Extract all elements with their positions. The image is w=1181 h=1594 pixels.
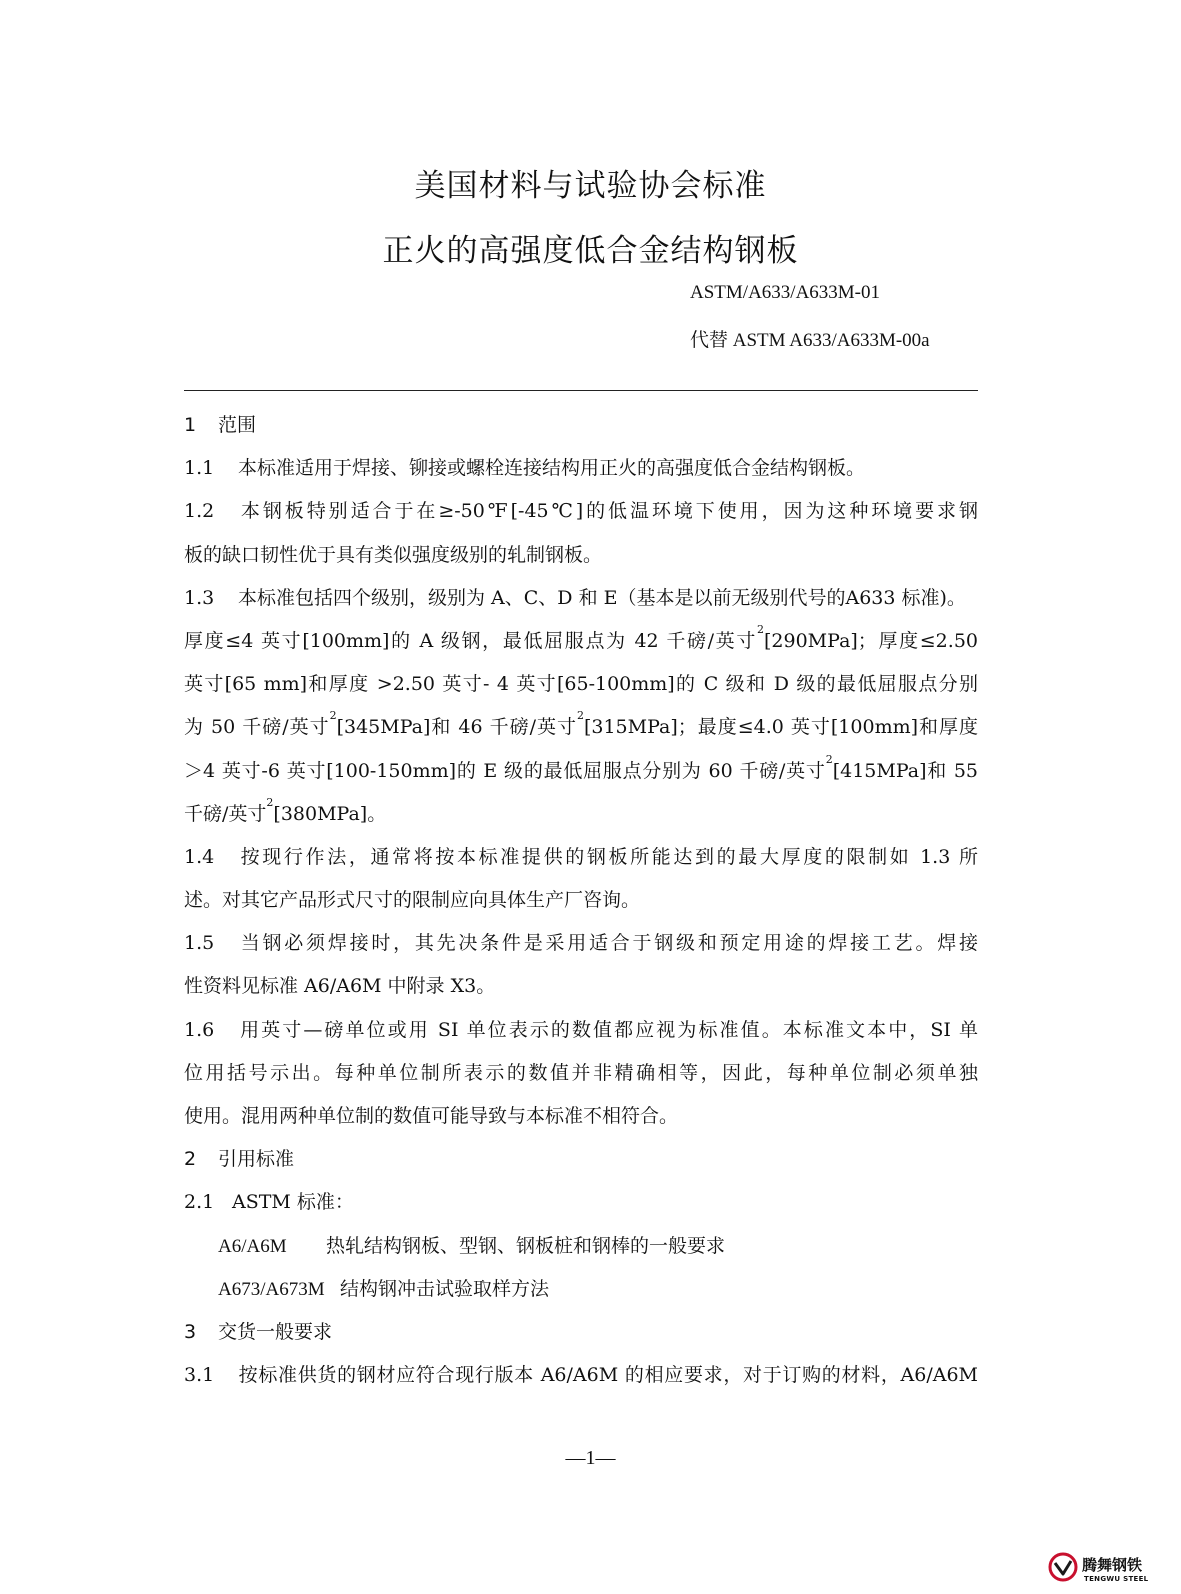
clause-1-2-line-2: 板的缺口韧性优于具有类似强度级别的轧制钢板。 [184,543,603,566]
clause-2-1: 2.1 ASTM 标准： [184,1191,354,1214]
clause-1-3-line-4: 为 50 千磅/英寸$^2$[345MPa]和 46 千磅/英寸$^2$[315MPa]；最度≤4.0 英寸[100mm]和厚度 [184,709,978,739]
clause-1-3-line-5: ＞4 英寸-6 英寸[100-150mm]的 E 级的最低屈服点分别为 60 千磅/英寸$^2$[415MPa]和 55 [184,752,978,782]
clause-1-6-line-2: 位用括号示出。每种单位制所表示的数值并非精确相等，因此，每种单位制必须单独 [184,1061,978,1084]
clause-1-3-line-3: 英寸[65 mm]和厚度 >2.50 英寸- 4 英寸[65-100mm]的 C 级和 D 级的最低屈服点分别 [184,673,978,696]
clause-3-1: 3.1 按标准供货的钢材应符合现行版本 A6/A6M 的相应要求，对于订购的材料，A6/A6M [184,1364,978,1387]
clause-1-4-line-2: 述。对其它产品形式尺寸的限制应向具体生产厂咨询。 [184,889,641,912]
superscript: 2 [576,709,584,723]
standard-code: ASTM/A633/A633M-01 [690,282,881,303]
clause-1-3-line-2: 厚度≤4 英寸[100mm]的 A 级钢，最低屈服点为 42 千磅/英寸$^2$[290MPa]；厚度≤2.50 [184,622,978,652]
replaces-code: 代替 ASTM A633/A633M-00a [690,330,930,351]
superscript: 2 [825,752,833,766]
page-number: —1— [565,1447,616,1469]
document-title: 美国材料与试验协会标准 [414,168,767,204]
superscript: 2 [329,709,337,723]
reference-item: A6/A6M 热轧结构钢板、型钢、钢板桩和钢棒的一般要求 [218,1234,726,1257]
document-subtitle: 正火的高强度低合金结构钢板 [382,233,799,269]
document-body [184,404,978,1397]
clause-1-1: 1.1 本标准适用于焊接、铆接或螺栓连接结构用正火的高强度低合金结构钢板。 [184,457,866,480]
clause-1-2-line-1: 1.2 本钢板特别适合于在≥-50℉[-45℃]的低温环境下使用，因为这种环境要求钢 [184,500,978,523]
section-heading-3: 3 交货一般要求 [184,1320,333,1343]
tengwu-logo-icon [1048,1552,1078,1582]
section-heading-2: 2 引用标准 [184,1148,295,1171]
logo-text-en: TENGWU STEEL [1084,1575,1149,1583]
clause-1-5-line-1: 1.5 当钢必须焊接时，其先决条件是采用适合于钢级和预定用途的焊接工艺。焊接 [184,932,978,955]
clause-1-3-line-1: 1.3 本标准包括四个级别，级别为 A、C、D 和 E（基本是以前无级别代号的A633 标准)。 [184,586,966,609]
clause-1-5-line-2: 性资料见标准 A6/A6M 中附录 X3。 [184,975,496,998]
clause-1-6-line-1: 1.6 用英寸—磅单位或用 SI 单位表示的数值都应视为标准值。本标准文本中，SI 单 [184,1018,978,1041]
logo-text-cn: 腾舞钢铁 [1082,1556,1143,1574]
superscript: 2 [757,622,764,636]
clause-1-6-line-3: 使用。混用两种单位制的数值可能导致与本标准不相符合。 [184,1105,679,1127]
clause-1-3-line-6: 千磅/英寸$^2$[380MPa]。 [184,795,387,825]
superscript: 2 [266,795,274,809]
header-rule [184,390,978,391]
section-heading-1: 1 范围 [184,414,257,436]
reference-item: A673/A673M 结构钢冲击试验取样方法 [218,1277,550,1300]
clause-1-4-line-1: 1.4 按现行作法，通常将按本标准提供的钢板所能达到的最大厚度的限制如 1.3 所 [184,845,978,868]
company-logo [1048,1550,1176,1590]
